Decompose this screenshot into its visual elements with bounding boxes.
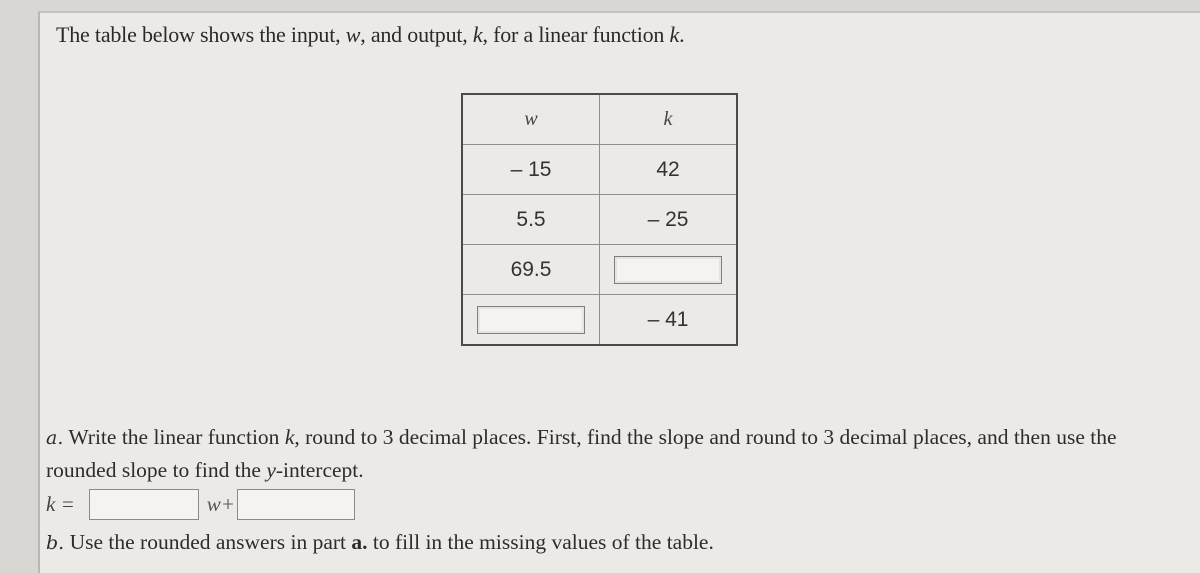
part-a-var-k: k (284, 425, 295, 449)
intro-text-1: The table below shows the input, (56, 22, 346, 47)
slope-input[interactable] (89, 489, 199, 520)
intro-text-2: , and output, (360, 22, 473, 47)
function-table (461, 93, 738, 346)
header-w: w (462, 94, 600, 145)
missing-k-input[interactable] (614, 256, 722, 284)
cell-k: – 41 (600, 295, 738, 346)
table-row (462, 195, 737, 245)
part-b-text-2: to fill in the missing values of the table. (367, 530, 714, 554)
part-a-text-2: , round to 3 decimal places. First, find the slope and round to 3 decimal places, and then use the rounded slope to find the (46, 425, 1117, 482)
header-k: k (600, 94, 738, 145)
question-intro (56, 22, 684, 48)
cell-k: 42 (600, 145, 738, 195)
part-b-marker: b. (46, 532, 65, 554)
table-header-row (462, 94, 737, 145)
cell-w-input-wrap (462, 295, 600, 346)
cell-w: 69.5 (462, 245, 600, 295)
cell-w: 5.5 (462, 195, 600, 245)
missing-w-input[interactable] (477, 306, 585, 334)
part-b-prompt (46, 530, 714, 555)
part-b-text-1: Use the rounded answers in part (64, 530, 352, 554)
intro-var-w: w (345, 22, 361, 47)
part-a-text-3: -intercept. (275, 458, 364, 482)
part-a-var-y: y (266, 458, 276, 482)
part-a-text-1: Write the linear function (63, 425, 285, 449)
intro-var-k2: k (669, 22, 680, 47)
table-row (462, 245, 737, 295)
intercept-input[interactable] (237, 489, 355, 520)
intro-text-3: , for a linear function (482, 22, 670, 47)
equation-w-plus: w+ (206, 491, 235, 516)
table-row (462, 145, 737, 195)
cell-k-input-wrap (600, 245, 738, 295)
table-row (462, 295, 737, 346)
part-a-prompt (46, 421, 1166, 486)
equation-lhs: k = (46, 491, 75, 516)
intro-var-k: k (472, 22, 483, 47)
cell-k: – 25 (600, 195, 738, 245)
part-b-ref: a. (351, 530, 368, 554)
intro-text-4: . (679, 22, 685, 47)
part-a-marker: a. (46, 427, 64, 449)
equation-row (46, 488, 355, 520)
cell-w: – 15 (462, 145, 600, 195)
